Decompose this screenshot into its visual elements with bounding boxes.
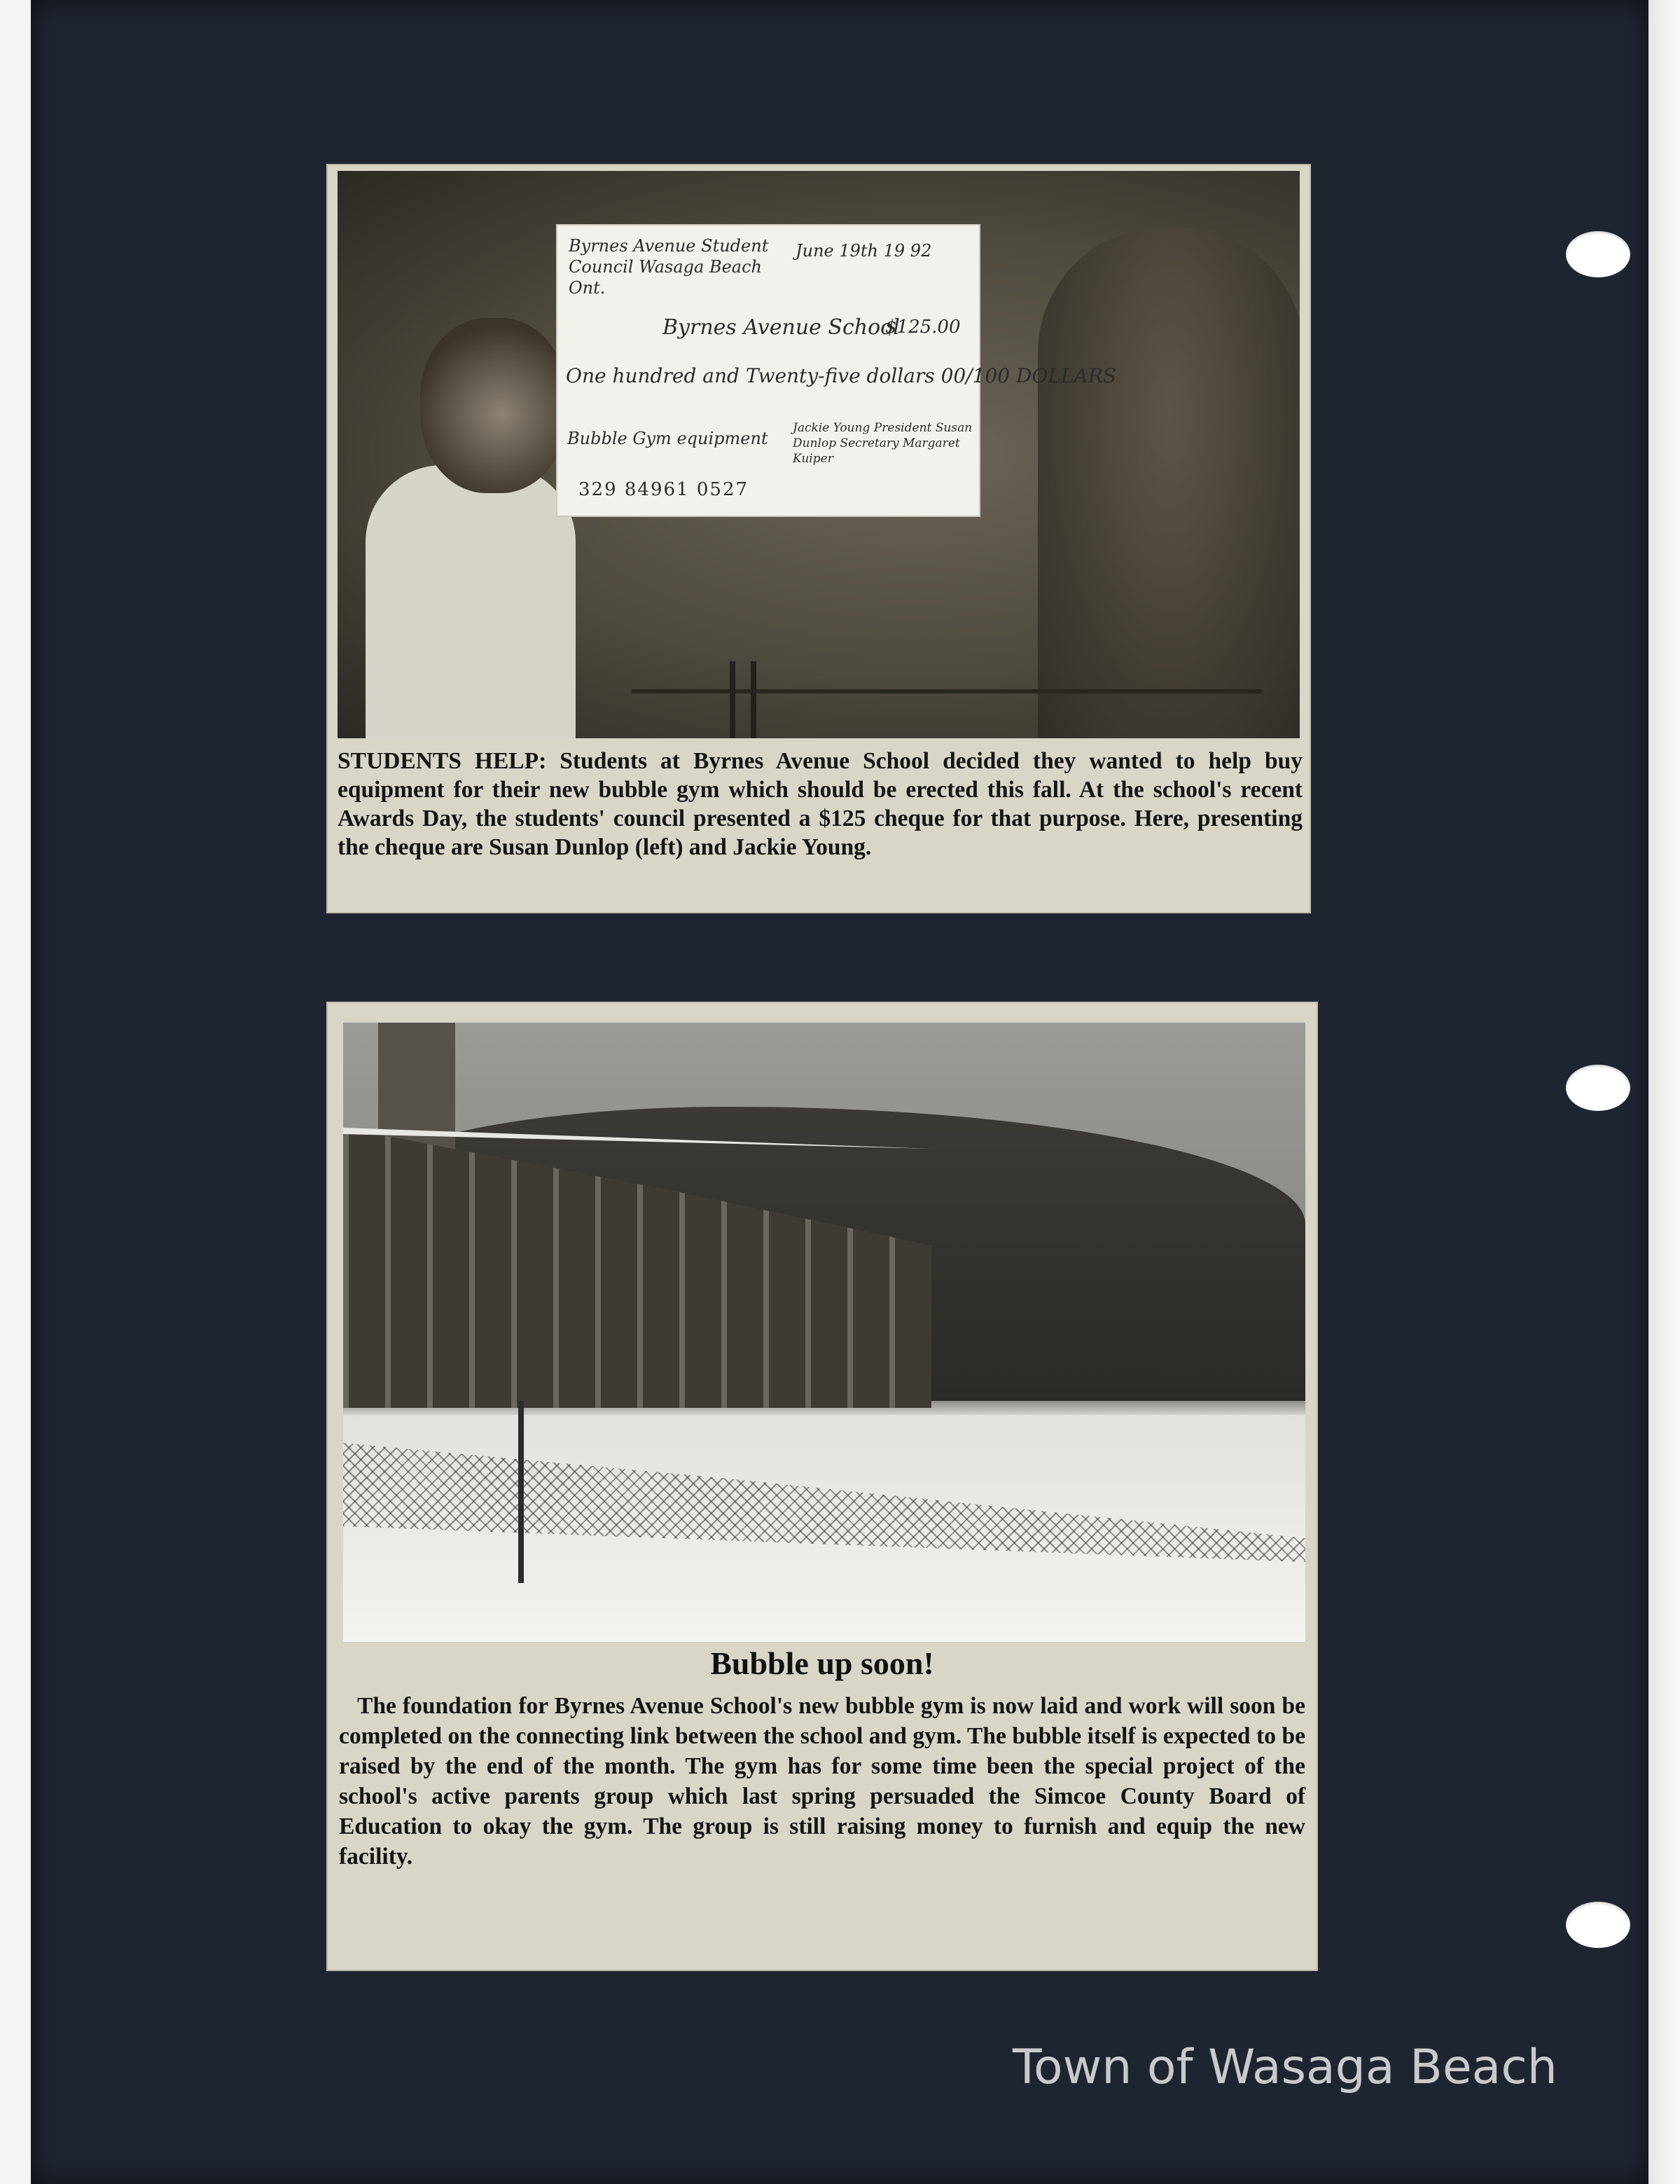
photo-caption: STUDENTS HELP: Students at Byrnes Avenue School decided they wanted to help buy equipment for their new bubble gym which should be erected this fall. At the school's recent Awards Day, the students' council presented a $125 cheque for that purpose. Here, presenting the cheque are Susan Dunlop (left) and Jackie Young. — [338, 748, 1303, 860]
article-body: The foundation for Byrnes Avenue School's new bubble gym is now laid and work will soon be completed on the connecting link between the school and gym. The bubble itself is expected to be raised by the end of the month. The gym has for some time been the special project of the school's active parents group which last spring persuaded the Simcoe County Board of Education to okay the gym. The group is still raising money to furnish and equip the new facility. — [339, 1693, 1305, 1869]
article-headline: Bubble up soon! — [710, 1645, 934, 1681]
photo-post — [751, 661, 756, 738]
photo-figure-left-head — [420, 318, 567, 493]
photo-wall-rail — [632, 689, 1262, 693]
oversized-cheque — [556, 224, 1117, 517]
school-construction-photo — [343, 1023, 1305, 1642]
cheque-presentation-photo — [338, 171, 1300, 738]
cheque-amount-words: One hundred and Twenty-five dollars 00/100 DOLLARS — [566, 364, 1117, 387]
photo-post — [730, 661, 735, 738]
cheque-payer: Byrnes Avenue Student Council Wasaga Beach Ont. — [569, 236, 769, 298]
cheque-date: June 19th 19 92 — [796, 241, 932, 261]
cheque-amount: $125.00 — [885, 317, 961, 338]
binder-hole-top — [1566, 231, 1630, 277]
newspaper-clipping-bubble-gym — [328, 1003, 1317, 1970]
cheque-signers: Jackie Young President Susan Dunlop Secretary Margaret Kuiper — [793, 421, 973, 466]
binder-hole-middle — [1566, 1065, 1630, 1111]
newspaper-clipping-students-help — [328, 165, 1310, 912]
binder-hole-bottom — [1566, 1902, 1630, 1948]
photo-fence-pole — [518, 1401, 524, 1583]
cheque-memo: Bubble Gym equipment — [567, 429, 768, 448]
archive-watermark: Town of Wasaga Beach — [1013, 2040, 1557, 2095]
cheque-payee: Byrnes Avenue School — [662, 315, 900, 340]
cheque-number: 329 84961 0527 — [578, 479, 749, 500]
photo-figure-right — [1038, 227, 1300, 738]
photo-figure-left-body — [366, 465, 576, 738]
page-sleeve-edge — [1648, 0, 1680, 2184]
